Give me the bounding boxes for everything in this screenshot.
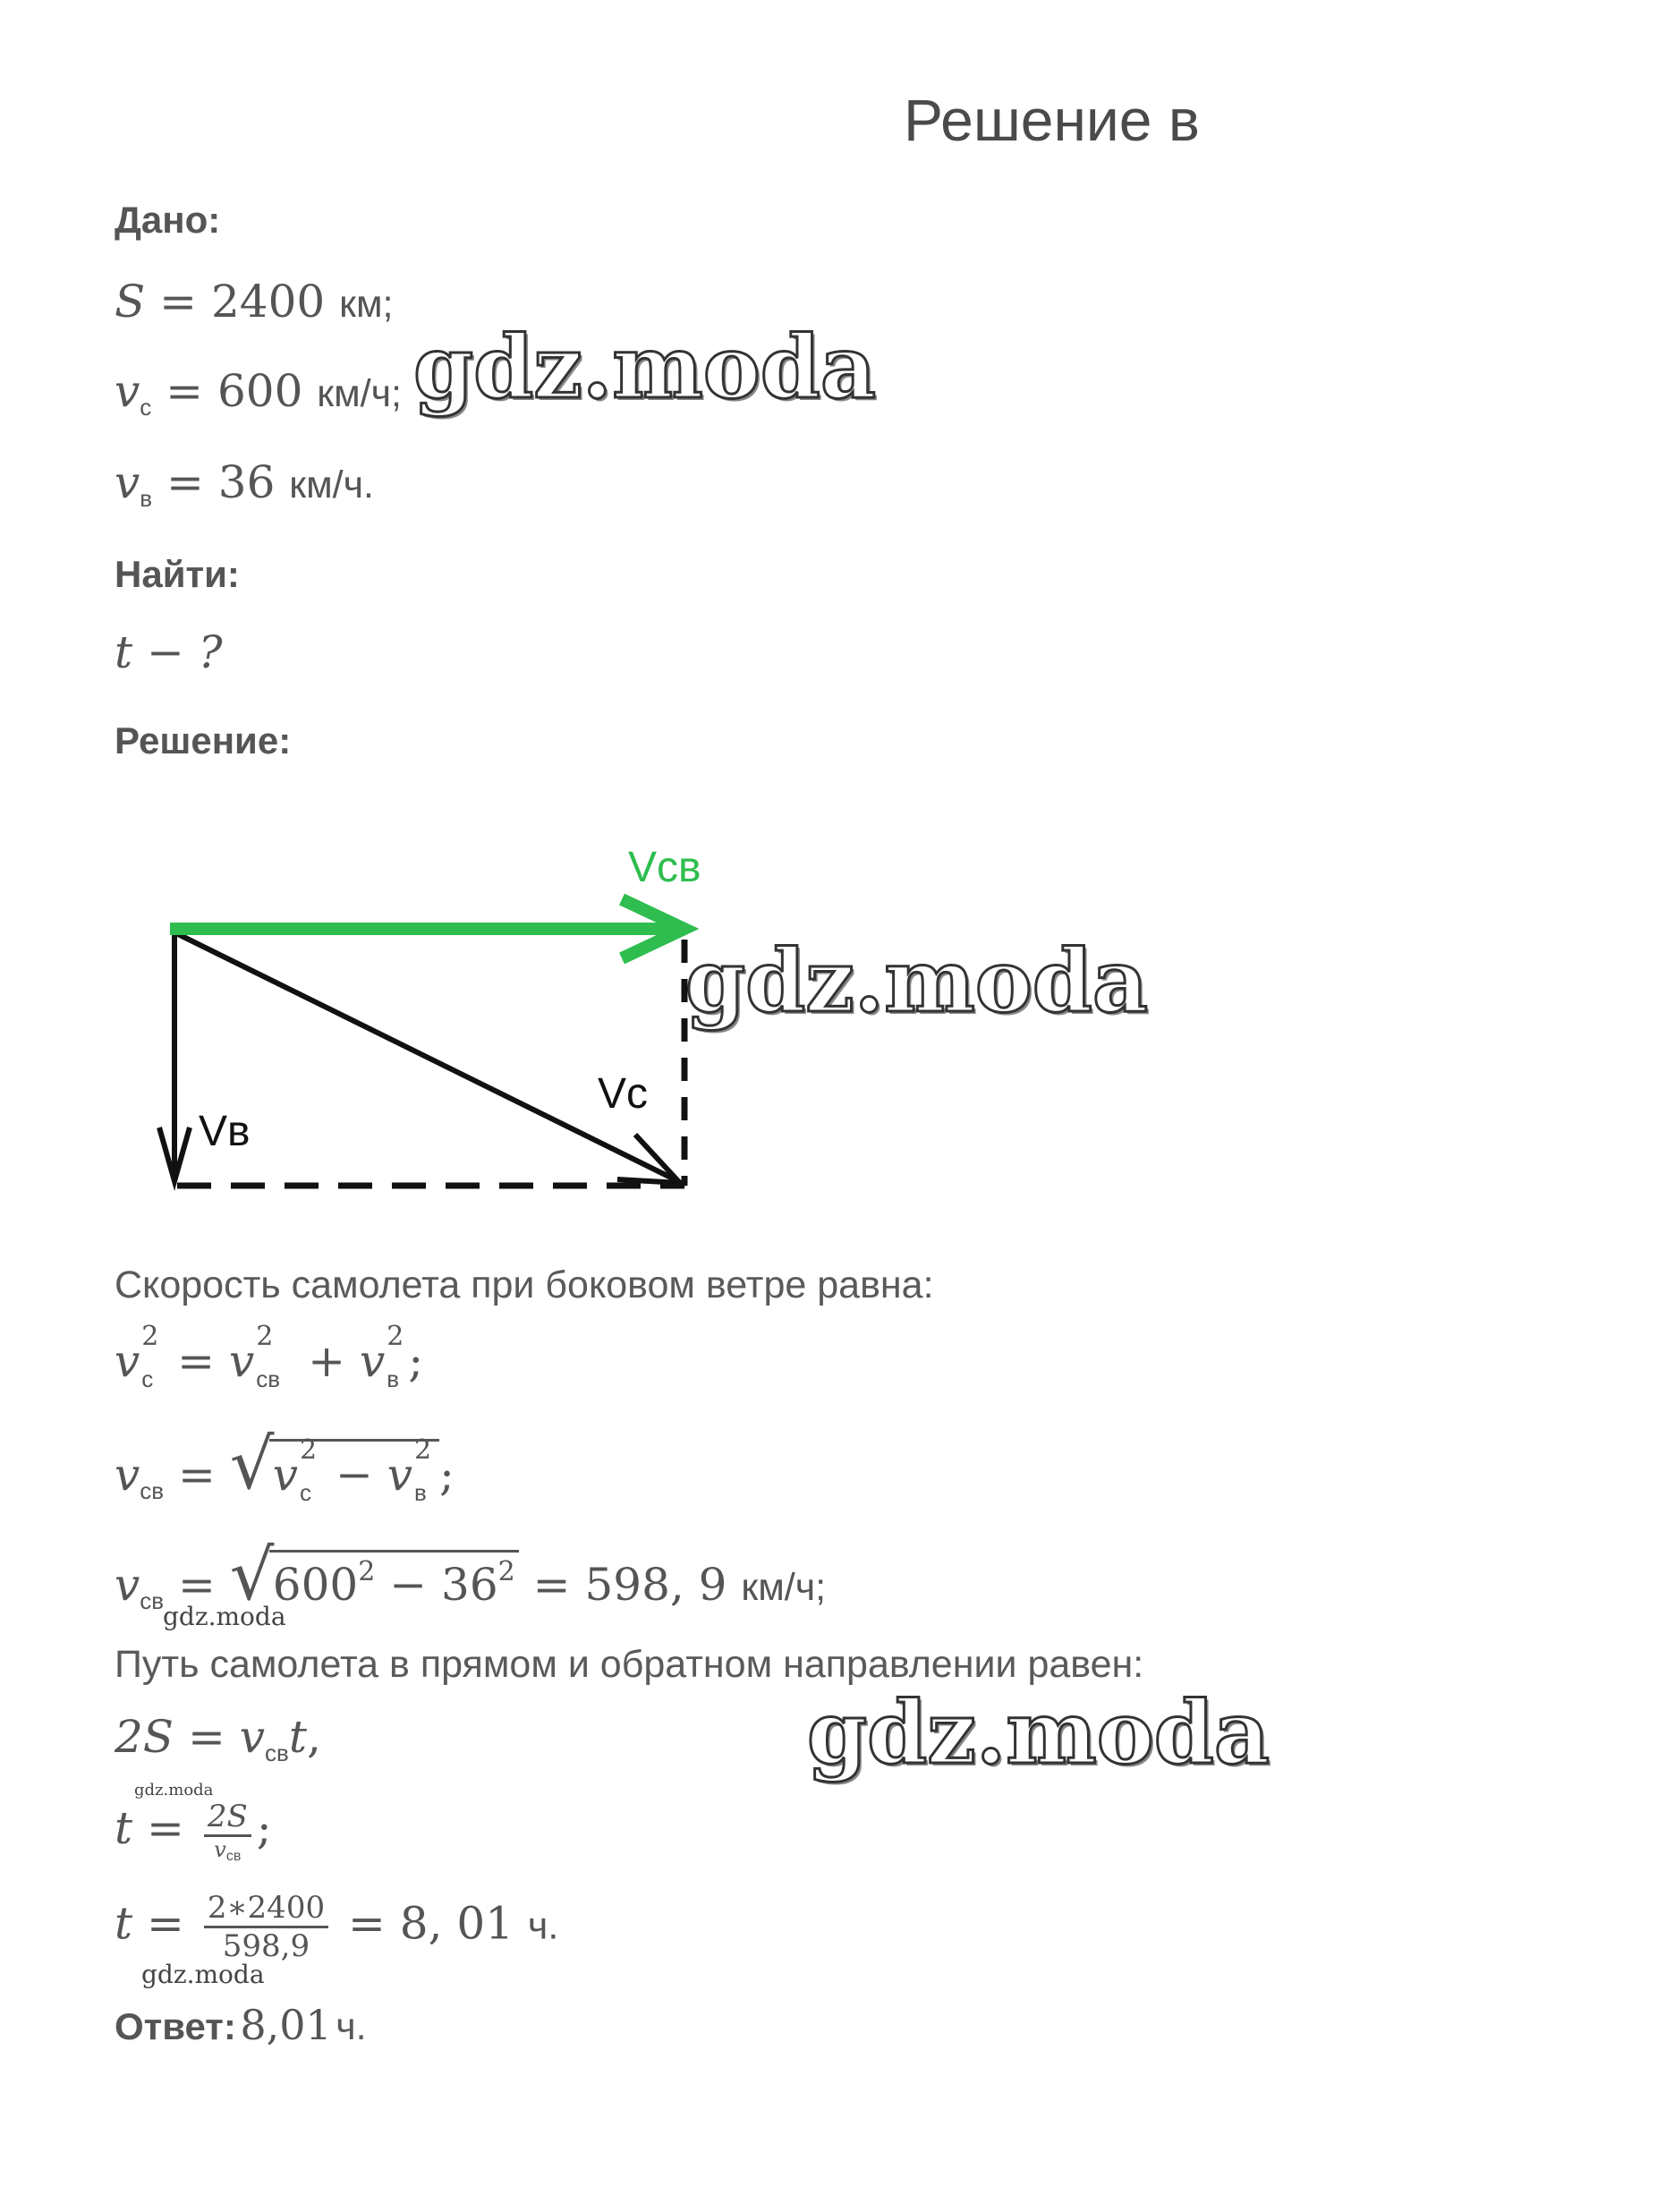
eq2-v: v (115, 1449, 140, 1501)
unit-vc: км/ч; (317, 372, 402, 415)
eq5-fraction (204, 1799, 251, 1865)
eq1-v2: v (228, 1335, 255, 1387)
eq5-den (204, 1837, 251, 1865)
eq3-result: = 598, 9 (532, 1559, 727, 1611)
label-vc: Vс (598, 1070, 649, 1118)
sub-vc: с (140, 394, 152, 421)
eq1-tail: ; (408, 1335, 424, 1387)
eq5-t: t (115, 1802, 133, 1854)
path-text: Путь самолета в прямом и обратном направлении равен: (115, 1643, 1144, 1686)
eq3-sup1: 2 (358, 1556, 376, 1587)
eq1-sub2: св (256, 1365, 281, 1392)
eq2-sub1: с (300, 1479, 312, 1506)
given-wind-speed (115, 456, 374, 513)
eq4-v: v (239, 1711, 266, 1763)
unit-s: км; (339, 283, 394, 326)
sub-vb: в (140, 485, 153, 512)
equation-5 (115, 1799, 272, 1865)
watermark-2: gdz.moda (685, 931, 1149, 1032)
value-vc: = 600 (166, 365, 303, 417)
eq3-a: 600 (272, 1559, 359, 1611)
eq3-eq: = (177, 1559, 216, 1611)
eq6-eq: = (147, 1897, 184, 1950)
eq6-unit: ч. (527, 1904, 559, 1948)
eq6-t: t (115, 1897, 133, 1950)
var-vc: v (115, 365, 140, 417)
eq2-tail: ; (439, 1449, 455, 1501)
var-vb: v (115, 456, 140, 508)
equation-2 (115, 1425, 455, 1506)
answer (115, 2001, 367, 2049)
equation-6 (115, 1890, 558, 1964)
eq5-num: 2S (204, 1799, 251, 1837)
eq3-sup2: 2 (497, 1556, 515, 1587)
eq6-fraction (204, 1890, 328, 1964)
watermark-1: gdz.moda (413, 317, 877, 418)
eq2-sub: св (140, 1477, 165, 1504)
var-s: S (115, 276, 146, 328)
vector-diagram (134, 823, 761, 1199)
answer-label: Ответ: (115, 2005, 236, 2047)
eq4-lhs: 2S (115, 1711, 174, 1763)
vector-vc-head (617, 1135, 680, 1183)
speed-text: Скорость самолета при боковом ветре равна: (115, 1263, 934, 1306)
find-label: Найти: (115, 553, 240, 595)
unit-vb: км/ч. (289, 464, 374, 506)
eq2-minus: − (335, 1449, 373, 1501)
equation-4 (115, 1711, 321, 1767)
eq3-v: v (115, 1559, 140, 1611)
eq1-plus: + (308, 1335, 346, 1387)
given-label: Дано: (115, 199, 221, 241)
eq1-sub1: с (141, 1365, 154, 1392)
eq3-minus: − (389, 1559, 428, 1611)
watermark-small-1: gdz.moda (163, 1602, 286, 1631)
page-title: Решение в (904, 87, 1200, 153)
equation-1 (115, 1321, 424, 1392)
eq1-sub3: в (387, 1365, 399, 1392)
solution-label: Решение: (115, 719, 292, 761)
label-vb: Vв (199, 1108, 251, 1155)
eq3-unit: км/ч; (741, 1566, 827, 1609)
eq4-sub: св (265, 1740, 289, 1766)
eq6-num: 2∗2400 (204, 1890, 328, 1928)
eq1-eq: = (177, 1335, 216, 1387)
watermark-3: gdz.moda (807, 1682, 1270, 1783)
eq2-sup2: 2 (414, 1434, 432, 1466)
eq6-den: 598,9 (222, 1928, 310, 1964)
eq2-sub2: в (414, 1479, 427, 1506)
eq4-tail: , (306, 1711, 321, 1763)
eq5-tail: ; (256, 1802, 272, 1854)
eq2-v1: v (272, 1449, 299, 1501)
value-vb: = 36 (166, 456, 276, 508)
eq4-eq: = (187, 1711, 225, 1763)
watermark-small-3: gdz.moda (141, 1960, 265, 1989)
eq2-v2: v (387, 1449, 412, 1501)
eq1-sup1: 2 (141, 1321, 159, 1352)
eq1-v1: v (115, 1335, 140, 1387)
eq3-b: 36 (441, 1559, 498, 1611)
eq5-den-sub: св (225, 1849, 242, 1864)
eq1-sup2: 2 (256, 1321, 274, 1352)
eq1-v3: v (359, 1335, 386, 1387)
value-s: = 2400 (159, 276, 326, 328)
eq4-t: t (288, 1711, 307, 1763)
find-value (115, 626, 223, 678)
answer-unit: ч. (336, 2005, 367, 2048)
given-plane-speed (115, 365, 402, 421)
find-expr: t − ? (115, 626, 223, 678)
label-vcv: Vсв (628, 844, 701, 891)
eq5-den-v: v (214, 1837, 226, 1862)
eq2-sup1: 2 (300, 1434, 318, 1466)
watermark-small-2: gdz.moda (134, 1781, 214, 1799)
given-distance (115, 276, 393, 328)
eq3-sub: св (140, 1587, 165, 1614)
eq2-eq: = (177, 1449, 216, 1501)
answer-value: 8,01 (240, 2001, 332, 2049)
eq2-sqrt: √ v 2 с − v 2 в (230, 1439, 439, 1501)
eq3-sqrt: √ $600^2 - 36^2$ (230, 1550, 519, 1611)
eq5-eq: = (147, 1802, 184, 1854)
eq6-result: = 8, 01 (348, 1897, 514, 1950)
eq1-sup3: 2 (387, 1321, 404, 1352)
